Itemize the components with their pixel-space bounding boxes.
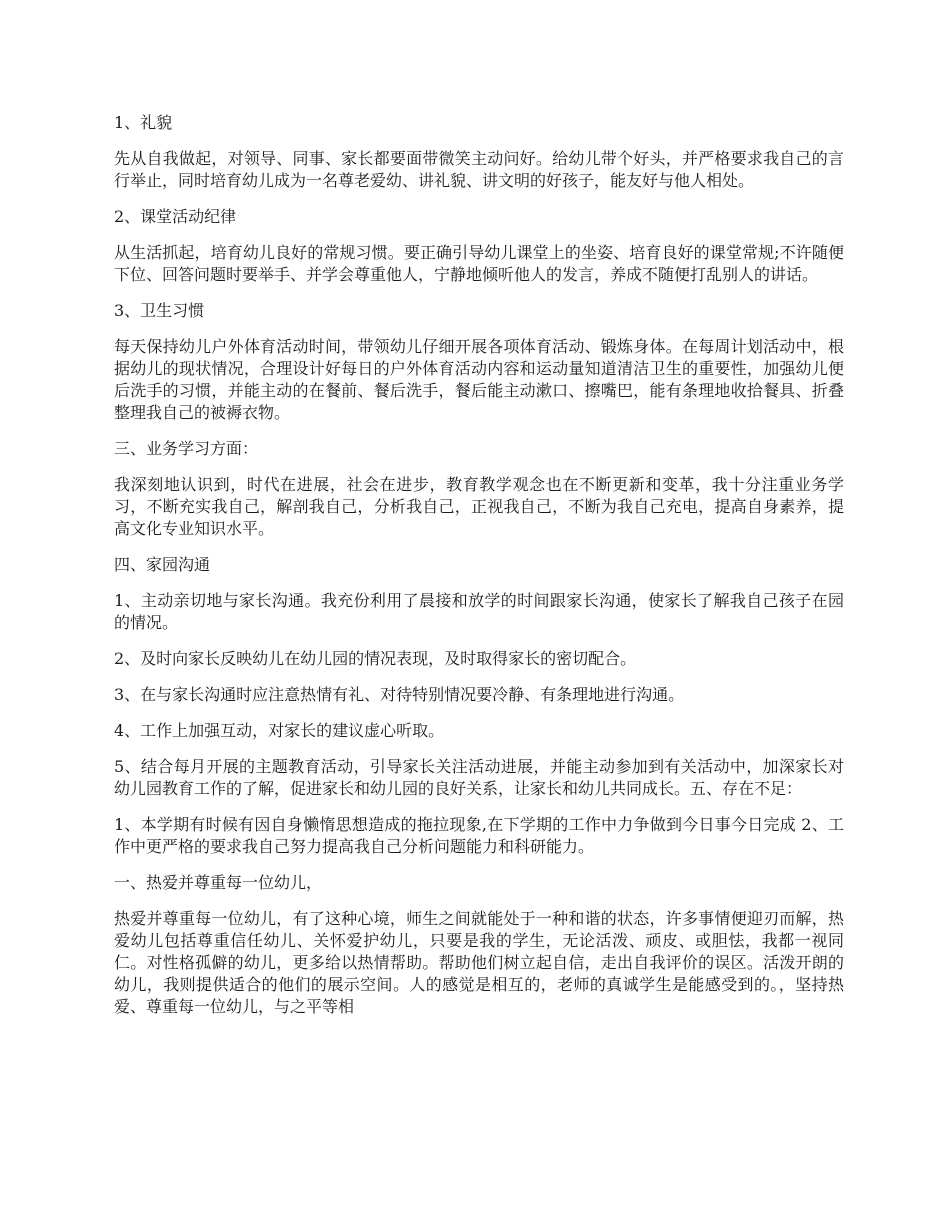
list-item-home-school-5: 5、结合每月开展的主题教育活动，引导家长关注活动进展，并能主动参加到有关活动中，加深家长对幼儿园教育工作的了解，促进家长和幼儿园的良好关系，让家长和幼儿共同成长。五、存在不足： xyxy=(114,757,844,798)
paragraph-etiquette: 先从自我做起，对领导、同事、家长都要面带微笑主动问好。给幼儿带个好头，并严格要求我自己的言行举止，同时培育幼儿成为一名尊老爱幼、讲礼貌、讲文明的好孩子，能友好与他人相处。 xyxy=(114,149,844,190)
section-heading-etiquette: 1、礼貌 xyxy=(114,113,173,132)
list-item-home-school-1: 1、主动亲切地与家长沟通。我充份利用了晨接和放学的时间跟家长沟通，使家长了解我自己孩子在园的情况。 xyxy=(114,591,844,632)
section-heading-professional-study: 三、业务学习方面： xyxy=(114,439,259,458)
list-item-home-school-2: 2、及时向家长反映幼儿在幼儿园的情况表现，及时取得家长的密切配合。 xyxy=(114,649,637,668)
section-heading-classroom-discipline: 2、课堂活动纪律 xyxy=(114,207,237,226)
section-heading-hygiene: 3、卫生习惯 xyxy=(114,301,205,320)
list-item-home-school-4: 4、工作上加强互动，对家长的建议虚心听取。 xyxy=(114,721,445,740)
paragraph-shortcomings: 1、本学期有时候有因自身懒惰思想造成的拖拉现象,在下学期的工作中力争做到今日事今日完成 2、工作中更严格的要求我自己努力提高我自己分析问题能力和科研能力。 xyxy=(114,815,844,856)
paragraph-professional-study: 我深刻地认识到，时代在进展，社会在进步，教育教学观念也在不断更新和变革，我十分注重业务学习，不断充实我自己，解剖我自己，分析我自己，正视我自己，不断为我自己充电，提高自身素养，提高文化专业知识水平。 xyxy=(114,475,844,538)
document-page xyxy=(114,112,844,1032)
paragraph-classroom-discipline: 从生活抓起，培育幼儿良好的常规习惯。要正确引导幼儿课堂上的坐姿、培育良好的课堂常规;不许随便下位、回答问题时要举手、并学会尊重他人，宁静地倾听他人的发言，养成不随便打乱别人的讲话。 xyxy=(114,243,844,284)
section-heading-respect-children: 一、热爱并尊重每一位幼儿， xyxy=(114,873,323,892)
paragraph-hygiene: 每天保持幼儿户外体育活动时间，带领幼儿仔细开展各项体育活动、锻炼身体。在每周计划活动中，根据幼儿的现状情况，合理设计好每日的户外体育活动内容和运动量知道清洁卫生的重要性，加强幼儿便后洗手的习惯，并能主动的在餐前、餐后洗手，餐后能主动漱口、擦嘴巴，能有条理地收拾餐具、折叠整理我自己的被褥衣物。 xyxy=(114,337,844,422)
section-heading-home-school: 四、家园沟通 xyxy=(114,555,211,574)
paragraph-respect-children: 热爱并尊重每一位幼儿，有了这种心境，师生之间就能处于一种和谐的状态，许多事情便迎刃而解，热爱幼儿包括尊重信任幼儿、关怀爱护幼儿，只要是我的学生，无论活泼、顽皮、或胆怯，我都一视同仁。对性格孤僻的幼儿，更多给以热情帮助。帮助他们树立起自信，走出自我评价的误区。活泼开朗的幼儿，我则提供适合的他们的展示空间。人的感觉是相互的，老师的真诚学生是能感受到的。，坚持热爱、尊重每一位幼儿，与之平等相 xyxy=(114,909,844,1016)
list-item-home-school-3: 3、在与家长沟通时应注意热情有礼、对待特别情况要冷静、有条理地进行沟通。 xyxy=(114,685,685,704)
